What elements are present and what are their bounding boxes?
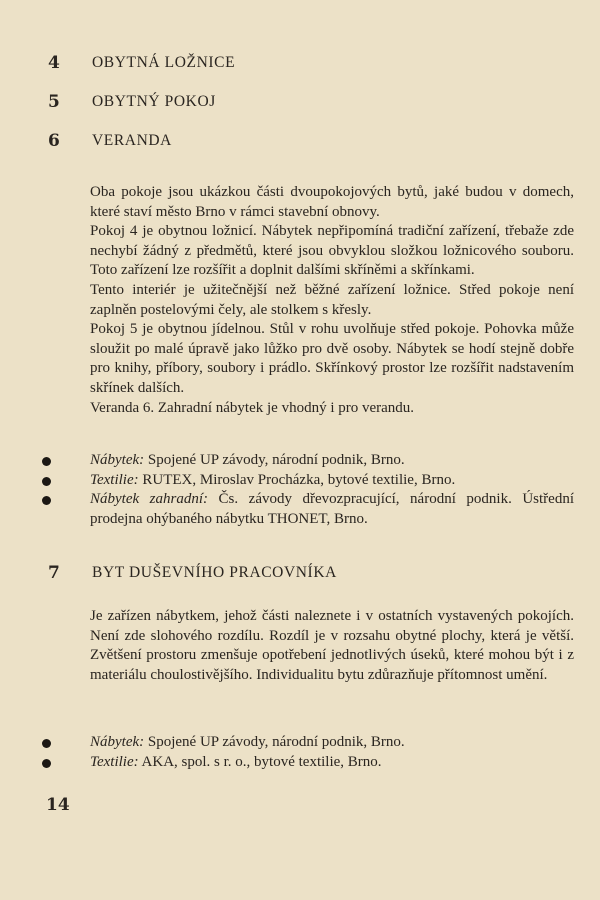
heading-byt-dusevniho-pracovnika <box>0 560 600 586</box>
credit-text: RUTEX, Miroslav Procházka, bytové textilie, Brno. <box>142 471 456 488</box>
page-number: 14 <box>46 795 70 815</box>
section-title: OBYTNÁ LOŽNICE <box>92 54 236 71</box>
section-number: 5 <box>48 92 60 112</box>
credits-list <box>0 451 600 529</box>
paragraph: Je zařízen nábytkem, jehož části naleznete i v ostatních vystavených pokojích. Není zde slohového rozdílu. Rozdíl je v rozsahu obytné plochy, která je větší. Zvětšení prostoru zmenšuje opotřebení jednotlivých úseků, které mohou být i z materiálu choulostivějšího. Individualitu bytu zdůrazňuje přítomnost umění. <box>90 608 574 683</box>
credit-label: Textilie: <box>90 471 139 488</box>
paragraph: Pokoj 4 je obytnou ložnicí. Nábytek nepřipomíná tradiční zařízení, třebaže zde nechybí žádný z předmětů, které jsou obvyklou složkou ložnicového souboru. Toto zařízení lze rozšířit a doplnit dalšími skříněmi a skřínkami. <box>90 223 574 279</box>
credit-item <box>0 753 574 773</box>
credit-item <box>0 471 574 491</box>
credit-text: Čs. závody dřevozpracující, národní podnik. Ústřední prodejna ohýbaného nábytku THONET, Brno. <box>90 491 575 527</box>
paragraph: Tento interiér je užitečnější než běžné zařízení ložnice. Střed pokoje není zaplněn postelovými čely, ale stolkem s křesly. <box>90 281 574 318</box>
bullet-icon <box>42 759 51 768</box>
credit-text: AKA, spol. s r. o., bytové textilie, Brno. <box>141 753 382 770</box>
section-description <box>90 607 574 685</box>
paragraph: Pokoj 5 je obytnou jídelnou. Stůl v rohu uvolňuje střed pokoje. Pohovka může sloužit po malé úpravě jako lůžko pro dvě osoby. Nábytek se hodí stejně dobře pro knihy, příbory, soubory i prádlo. Skřínkový prostor lze rozšířit nadstavením skřínek dalších. <box>90 321 574 396</box>
heading-veranda <box>0 128 600 154</box>
bullet-icon <box>42 739 51 748</box>
credit-label: Nábytek: <box>90 452 145 468</box>
section-description <box>90 183 574 418</box>
heading-obytny-pokoj <box>0 89 600 115</box>
bullet-icon <box>42 477 51 486</box>
credit-label: Nábytek: <box>90 734 145 750</box>
section-number: 4 <box>48 53 60 73</box>
bullet-icon <box>42 457 51 466</box>
credit-label: Textilie: <box>90 753 139 770</box>
section-number: 7 <box>48 563 60 583</box>
credit-text: Spojené UP závody, národní podnik, Brno. <box>147 452 405 468</box>
section-number: 6 <box>48 131 60 151</box>
credit-item <box>0 451 574 471</box>
credit-label: Nábytek zahradní: <box>90 491 209 508</box>
section-title: VERANDA <box>92 132 172 149</box>
credit-text: Spojené UP závody, národní podnik, Brno. <box>147 734 405 750</box>
paragraph: Oba pokoje jsou ukázkou části dvoupokojových bytů, jaké budou v domech, které staví město Brno v rámci stavební obnovy. <box>90 184 574 220</box>
credit-item <box>0 733 574 753</box>
section-title: BYT DUŠEVNÍHO PRACOVNÍKA <box>92 564 337 581</box>
heading-obytna-loznice <box>0 50 600 76</box>
section-title: OBYTNÝ POKOJ <box>92 93 216 110</box>
bullet-icon <box>42 496 51 505</box>
credit-item <box>0 490 574 529</box>
credits-list <box>0 733 600 772</box>
paragraph: Veranda 6. Zahradní nábytek je vhodný i pro verandu. <box>90 399 415 416</box>
